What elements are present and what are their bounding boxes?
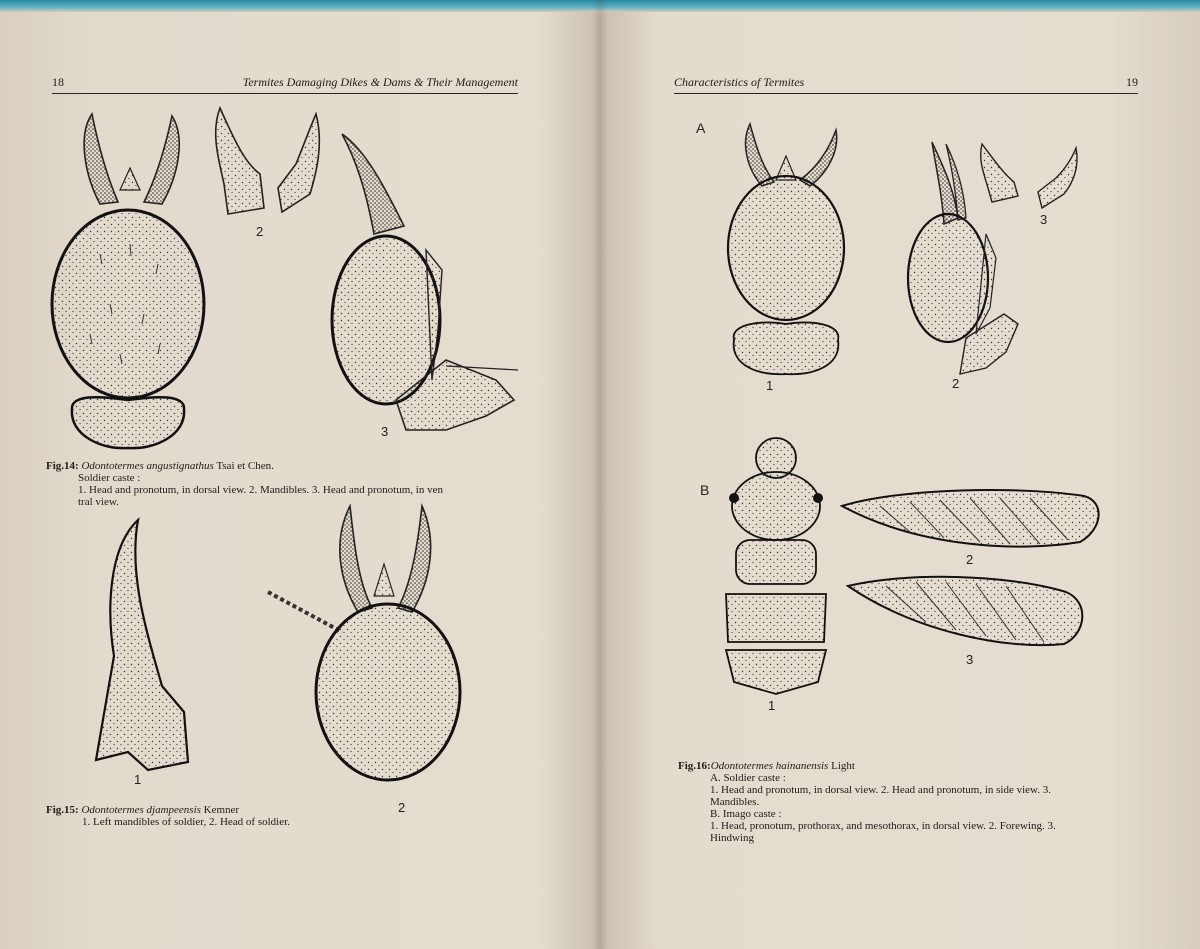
fig15-caption-label: Fig.15: bbox=[46, 804, 79, 816]
fig16-caption-a-caste: A. Soldier caste : bbox=[710, 772, 786, 784]
fig16-b1-body-dorsal-drawing bbox=[720, 432, 832, 700]
fig14-label-2: 2 bbox=[256, 224, 264, 239]
fig16-caption-label: Fig.16: bbox=[678, 760, 711, 772]
fig16-label-b3: 3 bbox=[966, 652, 974, 667]
fig14-caption-species: Odontotermes angustignathus bbox=[81, 460, 214, 472]
fig16-b3-hindwing-drawing bbox=[846, 572, 1090, 652]
fig16-caption-a-desc-1: 1. Head and pronotum, in dorsal view. 2. Head and pronotum, in side view. 3. bbox=[710, 784, 1052, 796]
fig15-mandible-drawing bbox=[88, 516, 198, 774]
fig16-caption-authority: Light bbox=[831, 760, 855, 772]
fig16-label-b1: 1 bbox=[768, 698, 776, 713]
fig14-label-3: 3 bbox=[381, 424, 389, 439]
right-page-header bbox=[674, 76, 1138, 94]
fig15-caption-authority: Kemner bbox=[203, 804, 240, 816]
fig14-caption-caste: Soldier caste : bbox=[78, 472, 141, 484]
fig16-a1-head-dorsal-drawing bbox=[720, 120, 854, 378]
fig16-label-b2: 2 bbox=[966, 552, 974, 567]
fig16-caption-b-desc-2: Hindwing bbox=[710, 832, 754, 844]
fig14-caption-label: Fig.14: bbox=[46, 460, 79, 472]
fig16-b2-forewing-drawing bbox=[840, 486, 1106, 554]
fig15-label-2: 2 bbox=[398, 800, 406, 815]
right-running-title: Characteristics of Termites bbox=[674, 75, 805, 89]
left-page-number: 18 bbox=[52, 75, 64, 89]
fig16-a3-mandibles-drawing bbox=[976, 138, 1082, 212]
fig16-label-a1: 1 bbox=[766, 378, 774, 393]
fig16-caption bbox=[678, 760, 1158, 844]
fig16-caption-b-caste: B. Imago caste : bbox=[710, 808, 782, 820]
fig15-caption bbox=[46, 804, 466, 828]
left-running-title: Termites Damaging Dikes & Dams & Their Management bbox=[242, 75, 518, 89]
fig14-head-ventral-drawing bbox=[326, 130, 522, 446]
fig16-caption-b-desc-1: 1. Head, pronotum, prothorax, and mesothorax, in dorsal view. 2. Forewing. 3. bbox=[710, 820, 1056, 832]
fig14-caption-desc-1: 1. Head and pronotum, in dorsal view. 2. Mandibles. 3. Head and pronotum, in ven bbox=[78, 484, 443, 496]
left-page bbox=[0, 0, 596, 949]
fig15-caption-desc: 1. Left mandibles of soldier, 2. Head of soldier. bbox=[82, 816, 290, 828]
fig16-label-a3: 3 bbox=[1040, 212, 1048, 227]
fig16-section-letter-b: B bbox=[700, 482, 710, 498]
fig14-caption-authority: Tsai et Chen. bbox=[216, 460, 274, 472]
fig16-label-a2: 2 bbox=[952, 376, 960, 391]
fig14-caption-desc-2: tral view. bbox=[78, 496, 119, 508]
left-page-header bbox=[52, 76, 518, 94]
fig14-mandibles-drawing bbox=[206, 104, 330, 222]
right-page bbox=[604, 0, 1200, 949]
right-page-number: 19 bbox=[1126, 75, 1138, 89]
fig15-label-1: 1 bbox=[134, 772, 142, 787]
fig16-caption-a-desc-2: Mandibles. bbox=[710, 796, 760, 808]
fig16-section-letter-a: A bbox=[696, 120, 706, 136]
fig15-head-drawing bbox=[262, 502, 472, 792]
fig15-caption-species: Odontotermes djampeensis bbox=[81, 804, 201, 816]
fig14-caption bbox=[46, 460, 526, 508]
fig16-caption-species: Odontotermes hainanensis bbox=[710, 760, 829, 772]
fig14-head-dorsal-drawing bbox=[40, 104, 220, 460]
